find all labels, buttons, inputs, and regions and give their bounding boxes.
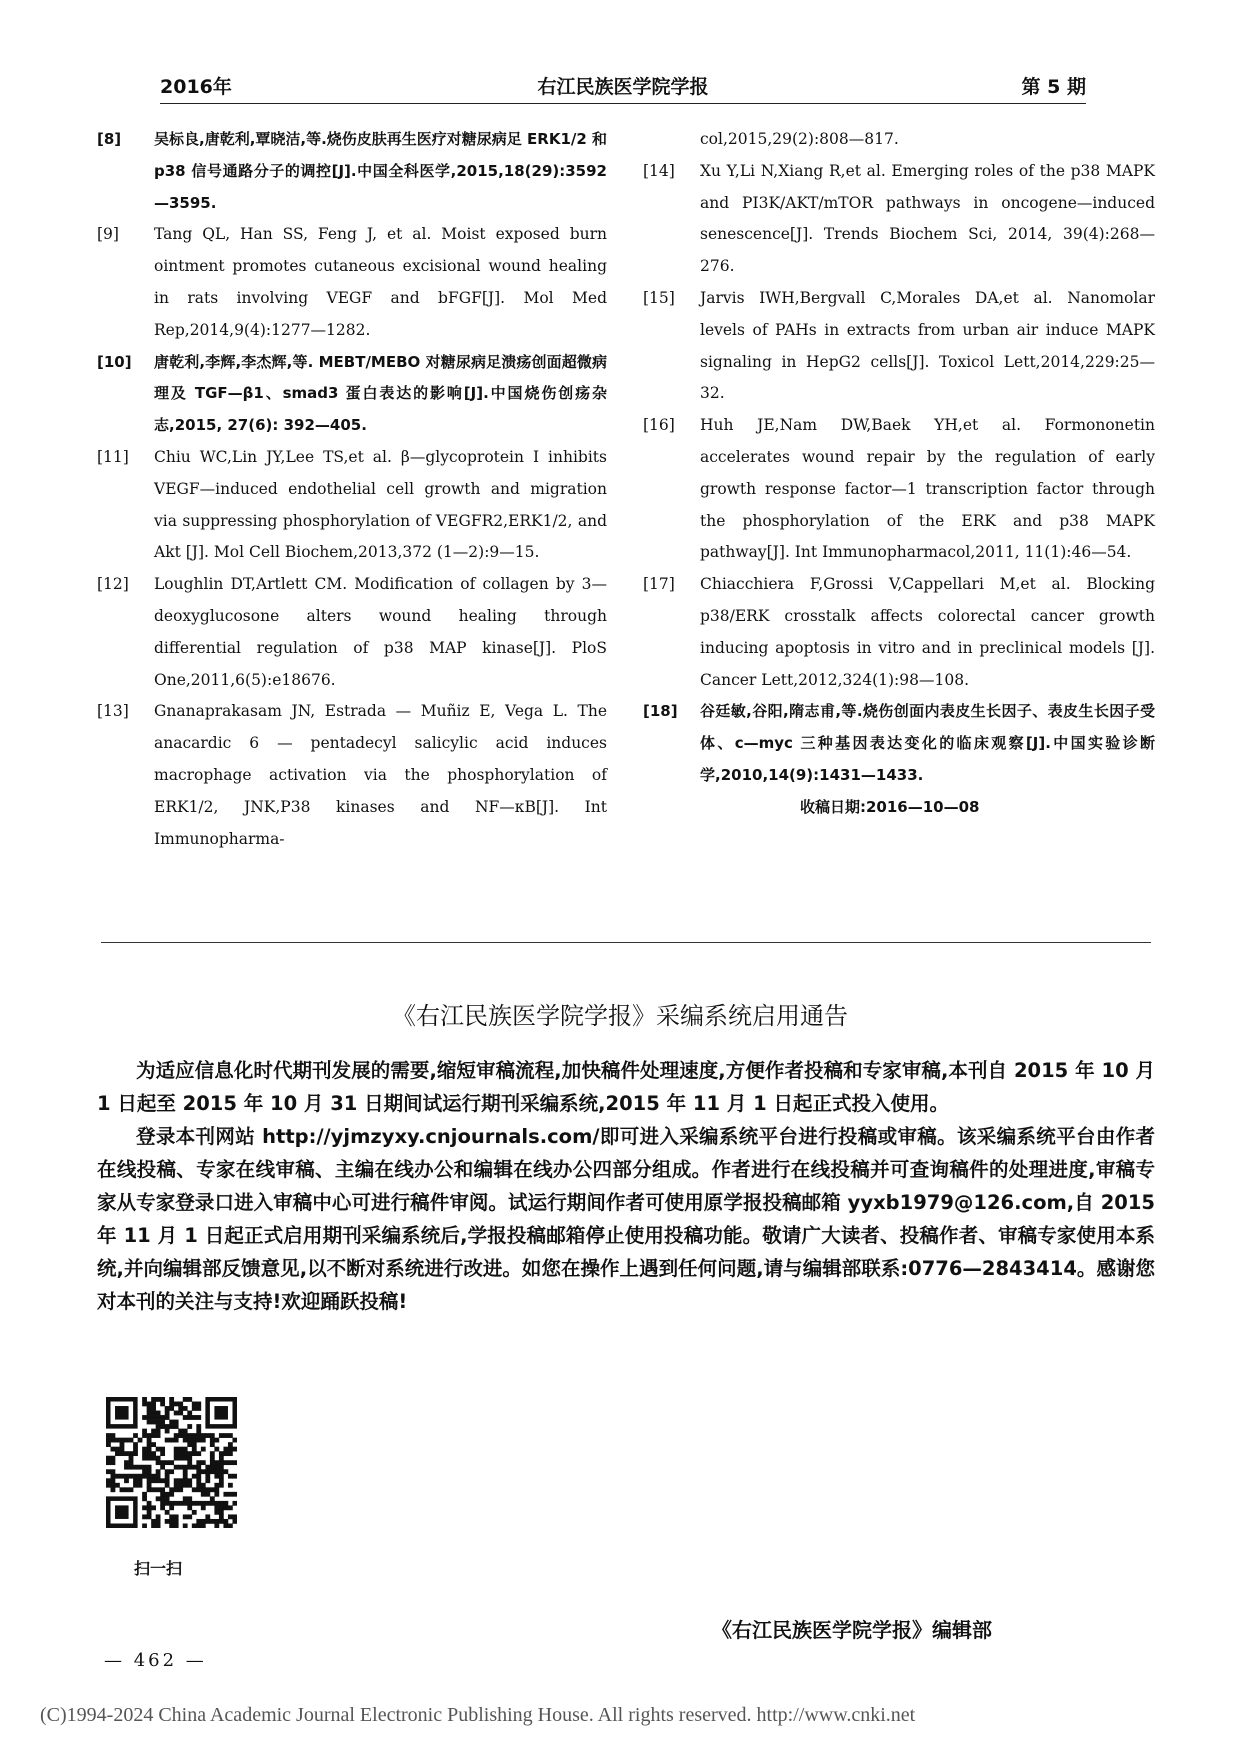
reference-number: [14] [643, 161, 675, 180]
reference-text: Tang QL, Han SS, Feng J, et al. Moist exposed burn ointment promotes cutaneous excisional wound healing in rats involving VEGF and bFGF[J]. Mol Med Rep,2014,9(4):1277—1282. [154, 225, 607, 339]
notice-paragraph: 为适应信息化时代期刊发展的需要,缩短审稿流程,加快稿件处理速度,方便作者投稿和专家审稿,本刊自 2015 年 10 月 1 日起至 2015 年 10 月 31 日期间试运行期刊采编系统,2015 年 11 月 1 日起正式投入使用。 [97, 1059, 1155, 1115]
qr-code-icon[interactable] [106, 1397, 237, 1528]
section-divider [101, 942, 1151, 943]
reference-13 [97, 696, 607, 855]
page-number: — 462 — [104, 1650, 207, 1671]
reference-18 [643, 696, 1155, 791]
reference-number: [16] [643, 416, 675, 435]
reference-9 [97, 219, 607, 346]
reference-text: Chiu WC,Lin JY,Lee TS,et al. β—glycoprotein I inhibits VEGF—induced endothelial cell growth and migration via suppressing phosphorylation of VEGFR2,ERK1/2, and Akt [J]. Mol Cell Biochem,2013,372 (1—2):9—15. [154, 447, 607, 562]
reference-number: [17] [643, 575, 675, 594]
references-left-column [97, 124, 607, 855]
reference-number: [9] [97, 225, 119, 244]
reference-13-continuation: col,2015,29(2):808—817. [700, 130, 899, 148]
reference-text: Loughlin DT,Artlett CM. Modification of collagen by 3—deoxyglucosone alters wound healing through differential regulation of p38 MAP kinase[J]. PloS One,2011,6(5):e18676. [154, 575, 607, 689]
reference-8 [97, 124, 607, 219]
reference-text: Gnanaprakasam JN, Estrada — Muñiz E, Vega L. The anacardic 6 — pentadecyl salicylic acid induces macrophage activation via the phosphorylation of ERK1/2, JNK,P38 kinases and NF—κB[J]. Int Immunopharma- [154, 702, 607, 848]
reference-number: [10] [97, 352, 132, 371]
reference-text: Huh JE,Nam DW,Baek YH,et al. Formononetin accelerates wound repair by the regulation of early growth response factor—1 transcription factor through the phosphorylation of the ERK and p38 MAPK pathway[J]. Int Immunopharmacol,2011, 11(1):46—54. [700, 416, 1155, 562]
received-date: 收稿日期:2016—10—08 [800, 797, 980, 816]
reference-number: [18] [643, 702, 678, 721]
reference-16 [643, 410, 1155, 569]
reference-text: Chiacchiera F,Grossi V,Cappellari M,et al. Blocking p38/ERK crosstalk affects colorectal cancer growth inducing apoptosis in vitro and in preclinical models [J]. Cancer Lett,2012,324(1):98—108. [700, 575, 1155, 689]
reference-number: [12] [97, 575, 129, 594]
qr-caption: 扫一扫 [134, 1559, 183, 1578]
references-right-column [643, 124, 1155, 824]
notice-body [97, 1054, 1155, 1318]
reference-number: [8] [97, 130, 122, 148]
reference-text: 唐乾利,李辉,李杰辉,等. MEBT/MEBO 对糖尿病足溃疡创面超微病理及 TGF—β1、smad3 蛋白表达的影响[J].中国烧伤创疡杂志,2015, 27(6): 392—405. [154, 352, 607, 435]
reference-14 [643, 156, 1155, 283]
editorial-signature: 《右江民族医学院学报》编辑部 [712, 1618, 992, 1642]
reference-text: Jarvis IWH,Bergvall C,Morales DA,et al. Nanomolar levels of PAHs in extracts from urban air induce MAPK signaling in HepG2 cells[J]. Toxicol Lett,2014,229:25—32. [700, 288, 1155, 403]
reference-11 [97, 442, 607, 569]
reference-10 [97, 347, 607, 442]
reference-text: 谷廷敏,谷阳,隋志甫,等.烧伤创面内表皮生长因子、表皮生长因子受体、c—myc 三种基因表达变化的临床观察[J].中国实验诊断学,2010,14(9):1431—1433. [700, 702, 1155, 784]
notice-title: 《右江民族医学院学报》采编系统启用通告 [392, 1002, 848, 1030]
reference-number: [15] [643, 288, 675, 307]
header-year: 2016年 [160, 76, 232, 98]
reference-17 [643, 569, 1155, 696]
page-header [160, 70, 1086, 104]
copyright-notice: (C)1994-2024 China Academic Journal Electronic Publishing House. All rights reserved. http://www.cnki.net [40, 1704, 916, 1726]
reference-number: [13] [97, 702, 129, 721]
reference-text: Xu Y,Li N,Xiang R,et al. Emerging roles of the p38 MAPK and PI3K/AKT/mTOR pathways in oncogene—induced senescence[J]. Trends Biochem Sci, 2014, 39(4):268—276. [700, 161, 1155, 276]
reference-number: [11] [97, 447, 129, 466]
reference-15 [643, 283, 1155, 410]
header-issue: 第 5 期 [1021, 76, 1086, 98]
reference-12 [97, 569, 607, 696]
notice-paragraph: 登录本刊网站 http://yjmzyxy.cnjournals.com/即可进入采编系统平台进行投稿或审稿。该采编系统平台由作者在线投稿、专家在线审稿、主编在线办公和编辑在线办公四部分组成。作者进行在线投稿并可查询稿件的处理进度,审稿专家从专家登录口进入审稿中心可进行稿件审阅。试运行期间作者可使用原学报投稿邮箱 yyxb1979@126.com,自 2015 年 11 月 1 日起正式启用期刊采编系统后,学报投稿邮箱停止使用投稿功能。敬请广大读者、投稿作者、审稿专家使用本系统,并向编辑部反馈意见,以不断对系统进行改进。如您在操作上遇到任何问题,请与编辑部联系:0776—2843414。感谢您对本刊的关注与支持!欢迎踊跃投稿! [97, 1125, 1155, 1313]
header-journal: 右江民族医学院学报 [537, 76, 709, 98]
reference-text: 吴标良,唐乾利,覃晓洁,等.烧伤皮肤再生医疗对糖尿病足 ERK1/2 和 p38 信号通路分子的调控[J].中国全科医学,2015,18(29):3592—3595. [154, 130, 608, 212]
qr-code-graphic [106, 1397, 237, 1528]
